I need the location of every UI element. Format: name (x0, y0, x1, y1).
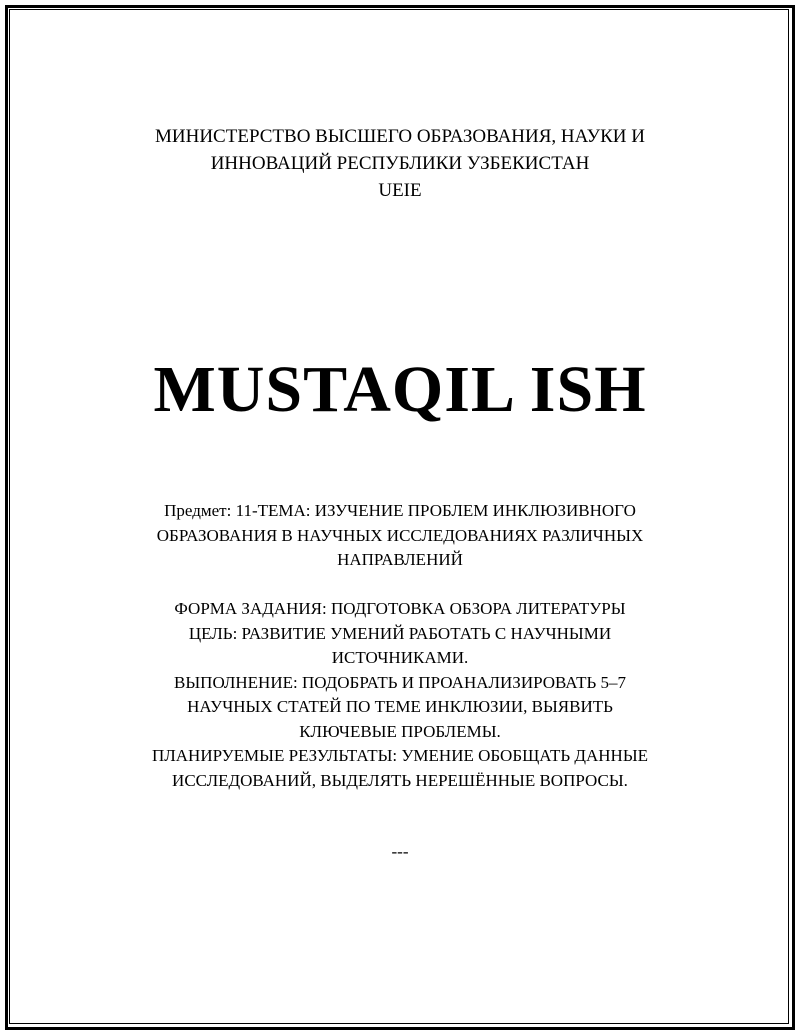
subject-line: Предмет: 11-ТЕМА: ИЗУЧЕНИЕ ПРОБЛЕМ ИНКЛЮЗИВНОГО (164, 501, 636, 520)
assignment-execution-line: КЛЮЧЕВЫЕ ПРОБЛЕМЫ. (299, 721, 501, 741)
assignment-execution-line: НАУЧНЫХ СТАТЕЙ ПО ТЕМЕ ИНКЛЮЗИИ, ВЫЯВИТЬ (187, 697, 613, 716)
assignment-execution-line: ВЫПОЛНЕНИЕ: ПОДОБРАТЬ И ПРОАНАЛИЗИРОВАТЬ 5–7 (174, 672, 626, 692)
assignment-form-line: ФОРМА ЗАДАНИЯ: ПОДГОТОВКА ОБЗОРА ЛИТЕРАТУРЫ (174, 599, 626, 618)
document-title: MUSTAQIL ISH (153, 353, 647, 426)
subject-topic (60, 499, 740, 573)
assignment-goal-line: ИСТОЧНИКАМИ. (331, 648, 469, 667)
assignment-goal-line: ЦЕЛЬ: РАЗВИТИЕ УМЕНИЙ РАБОТАТЬ С НАУЧНЫМИ (188, 623, 612, 643)
assignment-details (60, 597, 740, 793)
subject-line: ОБРАЗОВАНИЯ В НАУЧНЫХ ИССЛЕДОВАНИЯХ РАЗЛИЧНЫХ (156, 525, 644, 545)
separator-text: --- (391, 842, 409, 861)
ministry-header (60, 123, 740, 204)
institution-abbreviation: UEIE (378, 180, 422, 201)
assignment-results-line: ИССЛЕДОВАНИЙ, ВЫДЕЛЯТЬ НЕРЕШЁННЫЕ ВОПРОСЫ. (172, 770, 628, 790)
ministry-header-line: ИННОВАЦИЙ РЕСПУБЛИКИ УЗБЕКИСТАН (210, 153, 590, 174)
subject-line: НАПРАВЛЕНИЙ (337, 550, 463, 569)
ministry-header-line: МИНИСТЕРСТВО ВЫСШЕГО ОБРАЗОВАНИЯ, НАУКИ И (155, 126, 645, 147)
assignment-results-line: ПЛАНИРУЕМЫЕ РЕЗУЛЬТАТЫ: УМЕНИЕ ОБОБЩАТЬ ДАННЫЕ (151, 746, 649, 765)
